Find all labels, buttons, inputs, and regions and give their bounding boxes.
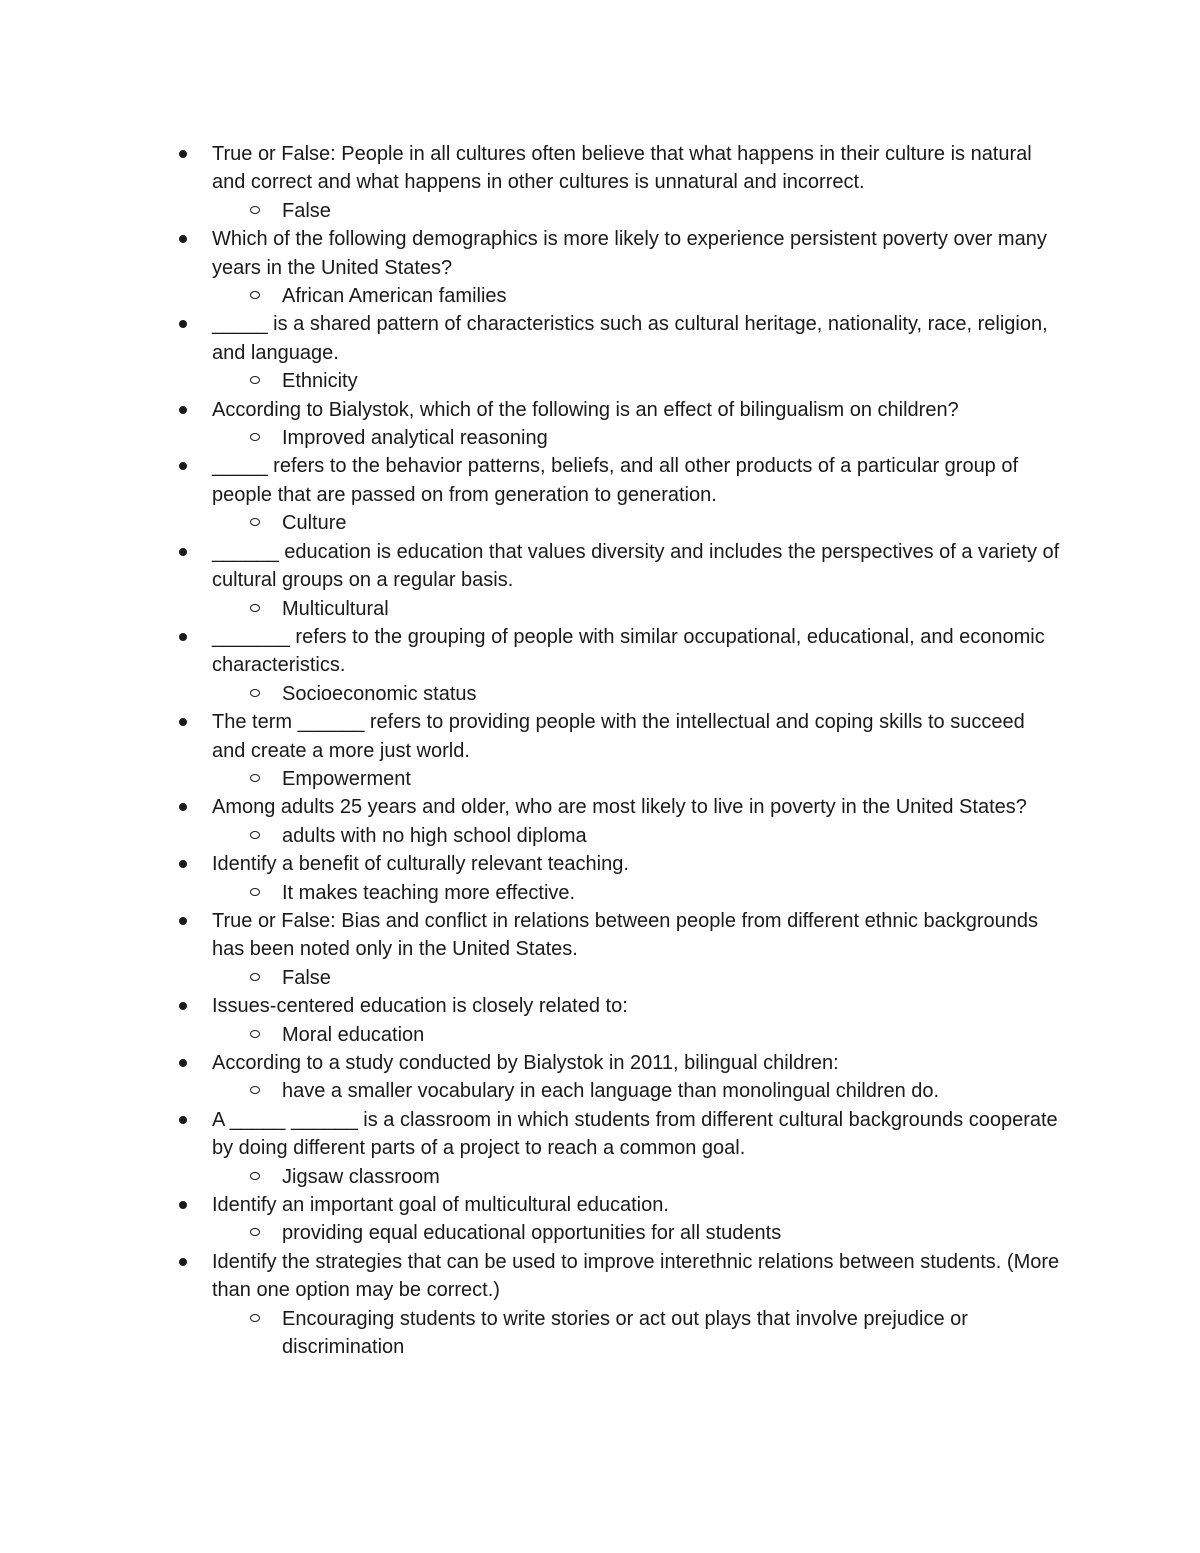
hollow-bullet-icon	[250, 1172, 260, 1180]
answer-list	[212, 509, 1060, 537]
answer-text: providing equal educational opportunities for all students	[282, 1222, 782, 1245]
answer-list	[212, 424, 1060, 452]
answer-text: African American families	[282, 285, 507, 308]
hollow-bullet-icon	[250, 1228, 260, 1236]
question-item	[0, 992, 1200, 1049]
filled-bullet-icon	[179, 320, 187, 328]
filled-bullet-icon	[179, 235, 187, 243]
question-text: Among adults 25 years and older, who are most likely to live in poverty in the United States?	[212, 796, 1027, 819]
answer-text: Improved analytical reasoning	[282, 427, 548, 450]
filled-bullet-icon	[179, 1258, 187, 1266]
question-text: True or False: Bias and conflict in relations between people from different ethnic backgrounds has been noted only in the United States.	[212, 909, 1039, 961]
answer-item	[212, 509, 1060, 537]
filled-bullet-icon	[179, 633, 187, 641]
answer-item	[212, 822, 1060, 850]
answer-text: It makes teaching more effective.	[282, 881, 576, 904]
answer-list	[212, 1077, 1060, 1105]
hollow-bullet-icon	[250, 973, 260, 981]
answer-list	[212, 879, 1060, 907]
question-item	[0, 1049, 1200, 1106]
hollow-bullet-icon	[250, 206, 260, 214]
question-text: The term ______ refers to providing people with the intellectual and coping skills to succeed and create a more just world.	[212, 711, 1025, 762]
answer-list	[212, 1305, 1060, 1362]
question-item	[0, 708, 1200, 793]
question-text: Issues-centered education is closely related to:	[212, 995, 628, 1018]
answer-text: False	[282, 199, 331, 222]
hollow-bullet-icon	[250, 831, 260, 839]
answer-text: False	[282, 966, 331, 989]
filled-bullet-icon	[179, 917, 187, 925]
answer-list	[212, 1163, 1060, 1191]
filled-bullet-icon	[179, 718, 187, 726]
hollow-bullet-icon	[250, 376, 260, 384]
answer-item	[212, 282, 1060, 310]
answer-text: Multicultural	[282, 597, 389, 620]
answer-item	[212, 1021, 1060, 1049]
filled-bullet-icon	[179, 860, 187, 868]
answer-item	[212, 765, 1060, 793]
question-item	[0, 907, 1200, 992]
question-text: According to Bialystok, which of the following is an effect of bilingualism on children?	[212, 398, 959, 421]
answer-item	[212, 1163, 1060, 1191]
question-item	[0, 850, 1200, 907]
document-page	[0, 140, 1200, 1361]
answer-list	[212, 197, 1060, 225]
answer-text: Jigsaw classroom	[282, 1165, 440, 1188]
hollow-bullet-icon	[250, 1086, 260, 1094]
question-text: According to a study conducted by Bialystok in 2011, bilingual children:	[212, 1052, 839, 1074]
question-item	[0, 1248, 1200, 1362]
answer-item	[212, 879, 1060, 907]
qa-list	[0, 140, 1200, 1361]
answer-text: Ethnicity	[282, 370, 358, 393]
answer-list	[212, 367, 1060, 395]
question-item	[0, 1191, 1200, 1248]
filled-bullet-icon	[179, 150, 187, 158]
question-text: Which of the following demographics is more likely to experience persistent poverty over many years in the United States?	[212, 228, 1047, 279]
question-item	[0, 1106, 1200, 1191]
answer-text: have a smaller vocabulary in each language than monolingual children do.	[282, 1080, 940, 1103]
answer-item	[212, 1219, 1060, 1247]
answer-list	[212, 964, 1060, 992]
hollow-bullet-icon	[250, 1314, 260, 1322]
hollow-bullet-icon	[250, 433, 260, 441]
question-text: A _____ ______ is a classroom in which students from different cultural backgrounds cooperate by doing different parts of a project to reach a common goal.	[212, 1108, 1058, 1160]
hollow-bullet-icon	[250, 774, 260, 782]
answer-item	[212, 1077, 1060, 1105]
question-item	[0, 396, 1200, 453]
question-text: ______ education is education that values diversity and includes the perspectives of a variety of cultural groups on a regular basis.	[212, 540, 1060, 592]
answer-item	[212, 367, 1060, 395]
filled-bullet-icon	[179, 1201, 187, 1209]
question-item	[0, 538, 1200, 623]
answer-text: Encouraging students to write stories or act out plays that involve prejudice or discrimination	[282, 1307, 968, 1359]
answer-list	[212, 1219, 1060, 1247]
filled-bullet-icon	[179, 1059, 187, 1067]
question-text: _______ refers to the grouping of people with similar occupational, educational, and economic characteristics.	[212, 625, 1045, 677]
question-item	[0, 793, 1200, 850]
filled-bullet-icon	[179, 406, 187, 414]
answer-list	[212, 680, 1060, 708]
hollow-bullet-icon	[250, 518, 260, 526]
question-text: _____ is a shared pattern of characteristics such as cultural heritage, nationality, race, religion, and language.	[212, 313, 1048, 364]
question-text: Identify an important goal of multicultural education.	[212, 1194, 669, 1217]
answer-item	[212, 197, 1060, 225]
question-item	[0, 140, 1200, 225]
answer-text: Socioeconomic status	[282, 682, 477, 705]
hollow-bullet-icon	[250, 689, 260, 697]
answer-text: Empowerment	[282, 767, 411, 790]
question-text: Identify the strategies that can be used to improve interethnic relations between students. (More than one option may be correct.)	[212, 1250, 1060, 1302]
question-item	[0, 452, 1200, 537]
question-item	[0, 310, 1200, 395]
filled-bullet-icon	[179, 1002, 187, 1010]
question-item	[0, 225, 1200, 310]
answer-list	[212, 765, 1060, 793]
answer-text: Moral education	[282, 1023, 425, 1046]
filled-bullet-icon	[179, 803, 187, 811]
answer-item	[212, 964, 1060, 992]
answer-list	[212, 822, 1060, 850]
question-text: True or False: People in all cultures often believe that what happens in their culture is natural and correct and what happens in other cultures is unnatural and incorrect.	[212, 143, 1032, 194]
hollow-bullet-icon	[250, 1030, 260, 1038]
filled-bullet-icon	[179, 548, 187, 556]
question-item	[0, 623, 1200, 708]
answer-list	[212, 595, 1060, 623]
answer-item	[212, 1305, 1060, 1362]
hollow-bullet-icon	[250, 888, 260, 896]
filled-bullet-icon	[179, 462, 187, 470]
answer-item	[212, 595, 1060, 623]
answer-item	[212, 424, 1060, 452]
answer-list	[212, 1021, 1060, 1049]
filled-bullet-icon	[179, 1116, 187, 1124]
answer-item	[212, 680, 1060, 708]
answer-list	[212, 282, 1060, 310]
answer-text: adults with no high school diploma	[282, 824, 587, 847]
hollow-bullet-icon	[250, 291, 260, 299]
hollow-bullet-icon	[250, 604, 260, 612]
question-text: _____ refers to the behavior patterns, beliefs, and all other products of a particular group of people that are passed on from generation to generation.	[212, 455, 1019, 506]
answer-text: Culture	[282, 512, 347, 535]
question-text: Identify a benefit of culturally relevant teaching.	[212, 853, 629, 876]
